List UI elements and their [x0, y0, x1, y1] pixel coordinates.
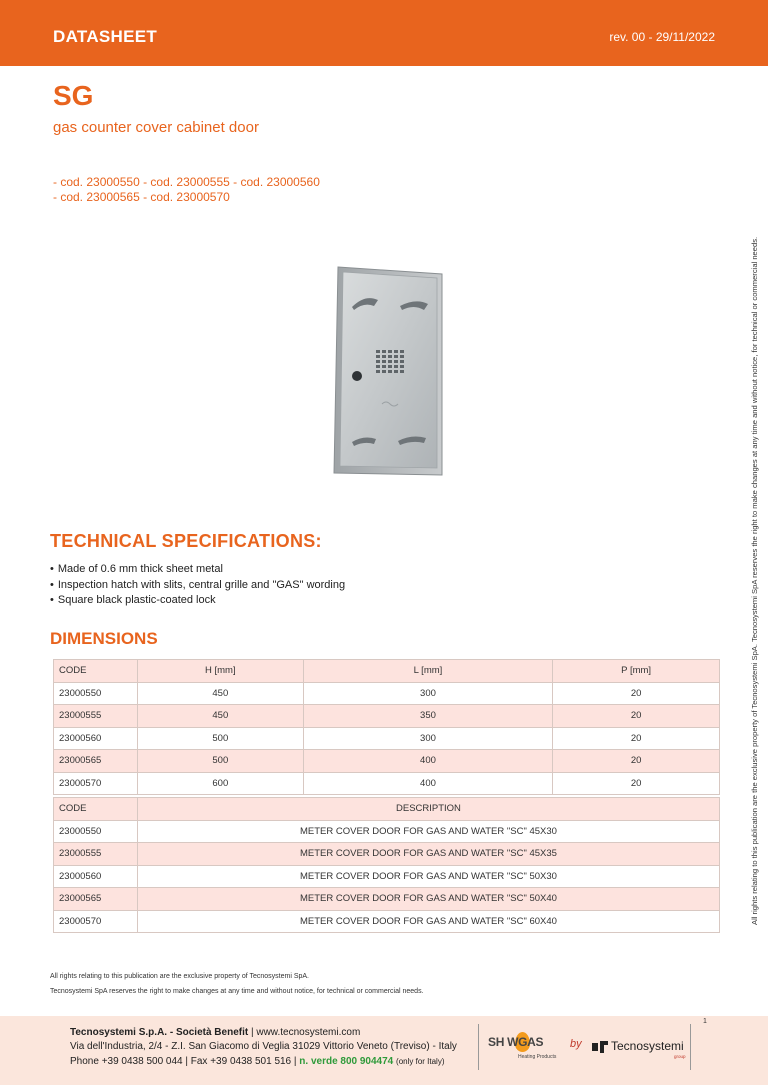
- product-code: SG: [53, 80, 94, 111]
- length-cell: 300: [303, 727, 553, 750]
- column-header: DESCRIPTION: [137, 798, 719, 821]
- column-header: CODE: [54, 798, 138, 821]
- length-cell: 400: [303, 750, 553, 773]
- showgas-logo: [488, 1032, 564, 1062]
- depth-cell: 20: [553, 750, 720, 773]
- length-cell: 350: [303, 705, 553, 728]
- company-name: Tecnosystemi S.p.A. - Società Benefit: [70, 1027, 249, 1038]
- footer-divider: [478, 1024, 479, 1070]
- code-cell: 23000570: [54, 772, 138, 795]
- height-cell: 450: [137, 705, 303, 728]
- table-header-row: [54, 798, 720, 821]
- height-cell: 500: [137, 727, 303, 750]
- description-cell: METER COVER DOOR FOR GAS AND WATER "SC" 60X40: [137, 910, 719, 933]
- code-cell: 23000555: [54, 705, 138, 728]
- description-cell: METER COVER DOOR FOR GAS AND WATER "SC" 50X40: [137, 888, 719, 911]
- table-row: [54, 750, 720, 773]
- column-header: L [mm]: [303, 660, 553, 683]
- legal-notice: All rights relating to this publication are the exclusive property of Tecnosystemi SpA.: [50, 973, 309, 980]
- description-cell: METER COVER DOOR FOR GAS AND WATER "SC" 45X35: [137, 843, 719, 866]
- table-row: [54, 727, 720, 750]
- column-header: H [mm]: [137, 660, 303, 683]
- product-name: gas counter cover cabinet door: [53, 119, 259, 136]
- depth-cell: 20: [553, 705, 720, 728]
- page-number: 1: [703, 1018, 707, 1025]
- footer-address: Via dell'Industria, 2/4 - Z.I. San Giacomo di Veglia 31029 Vittorio Veneto (Treviso) - Italy: [70, 1041, 457, 1052]
- rights-side-note: All rights relating to this publication are the exclusive property of Tecnosystemi SpA. Tecnosystemi SpA reserves the right to make changes at any time and without notice, for technical or commercial needs.: [750, 236, 759, 925]
- length-cell: 400: [303, 772, 553, 795]
- table-row: [54, 682, 720, 705]
- code-cell: 23000565: [54, 888, 138, 911]
- height-cell: 450: [137, 682, 303, 705]
- dimensions-table: [53, 659, 720, 795]
- footer-company-line: [70, 1027, 360, 1038]
- company-website[interactable]: | www.tecnosystemi.com: [250, 1027, 361, 1038]
- code-cell: 23000565: [54, 750, 138, 773]
- toll-free-number: n. verde 800 904474: [299, 1056, 394, 1067]
- code-cell: 23000550: [54, 820, 138, 843]
- specification-item: • Made of 0.6 mm thick sheet metal: [50, 562, 345, 578]
- code-cell: 23000550: [54, 682, 138, 705]
- depth-cell: 20: [553, 727, 720, 750]
- table-header-row: [54, 660, 720, 683]
- height-cell: 600: [137, 772, 303, 795]
- code-cell: 23000560: [54, 727, 138, 750]
- dimensions-title: DIMENSIONS: [50, 629, 158, 648]
- logo-by-text: by: [570, 1038, 582, 1050]
- height-cell: 500: [137, 750, 303, 773]
- article-codes-line: - cod. 23000550 - cod. 23000555 - cod. 23000560: [53, 175, 320, 189]
- specification-item: • Inspection hatch with slits, central grille and "GAS" wording: [50, 578, 345, 594]
- tecnosystemi-wordmark: Tecnosystemi: [611, 1039, 684, 1053]
- showgas-tagline: Heating Products: [518, 1054, 557, 1060]
- table-row: [54, 843, 720, 866]
- depth-cell: 20: [553, 772, 720, 795]
- table-row: [54, 910, 720, 933]
- footer-divider: [690, 1024, 691, 1070]
- tecnosystemi-mark-icon: [592, 1041, 608, 1053]
- column-header: P [mm]: [553, 660, 720, 683]
- description-cell: METER COVER DOOR FOR GAS AND WATER "SC" 50X30: [137, 865, 719, 888]
- column-header: CODE: [54, 660, 138, 683]
- legal-notice: Tecnosystemi SpA reserves the right to make changes at any time and without notice, for technical or commercial needs.: [50, 988, 424, 995]
- article-codes-line: - cod. 23000565 - cod. 23000570: [53, 190, 230, 204]
- tecnosystemi-group-label: group: [674, 1054, 686, 1059]
- tecnosystemi-logo: [592, 1036, 690, 1060]
- phone-fax: Phone +39 0438 500 044 | Fax +39 0438 501 516 |: [70, 1056, 297, 1067]
- code-cell: 23000555: [54, 843, 138, 866]
- technical-specifications-title: TECHNICAL SPECIFICATIONS:: [50, 531, 322, 551]
- table-row: [54, 705, 720, 728]
- descriptions-table: [53, 797, 720, 933]
- code-cell: 23000570: [54, 910, 138, 933]
- document-type-title: DATASHEET: [53, 27, 158, 46]
- table-row: [54, 865, 720, 888]
- depth-cell: 20: [553, 682, 720, 705]
- specification-item: • Square black plastic-coated lock: [50, 593, 345, 609]
- revision-date: rev. 00 - 29/11/2022: [609, 30, 715, 44]
- length-cell: 300: [303, 682, 553, 705]
- footer-contacts-line: [70, 1056, 445, 1067]
- specifications-list: [50, 562, 345, 609]
- cabinet-door-photo: [330, 262, 446, 478]
- showgas-wordmark: SH WGAS: [488, 1035, 544, 1049]
- table-row: [54, 820, 720, 843]
- description-cell: METER COVER DOOR FOR GAS AND WATER "SC" 45X30: [137, 820, 719, 843]
- table-row: [54, 772, 720, 795]
- toll-free-note: (only for Italy): [396, 1057, 445, 1066]
- table-row: [54, 888, 720, 911]
- code-cell: 23000560: [54, 865, 138, 888]
